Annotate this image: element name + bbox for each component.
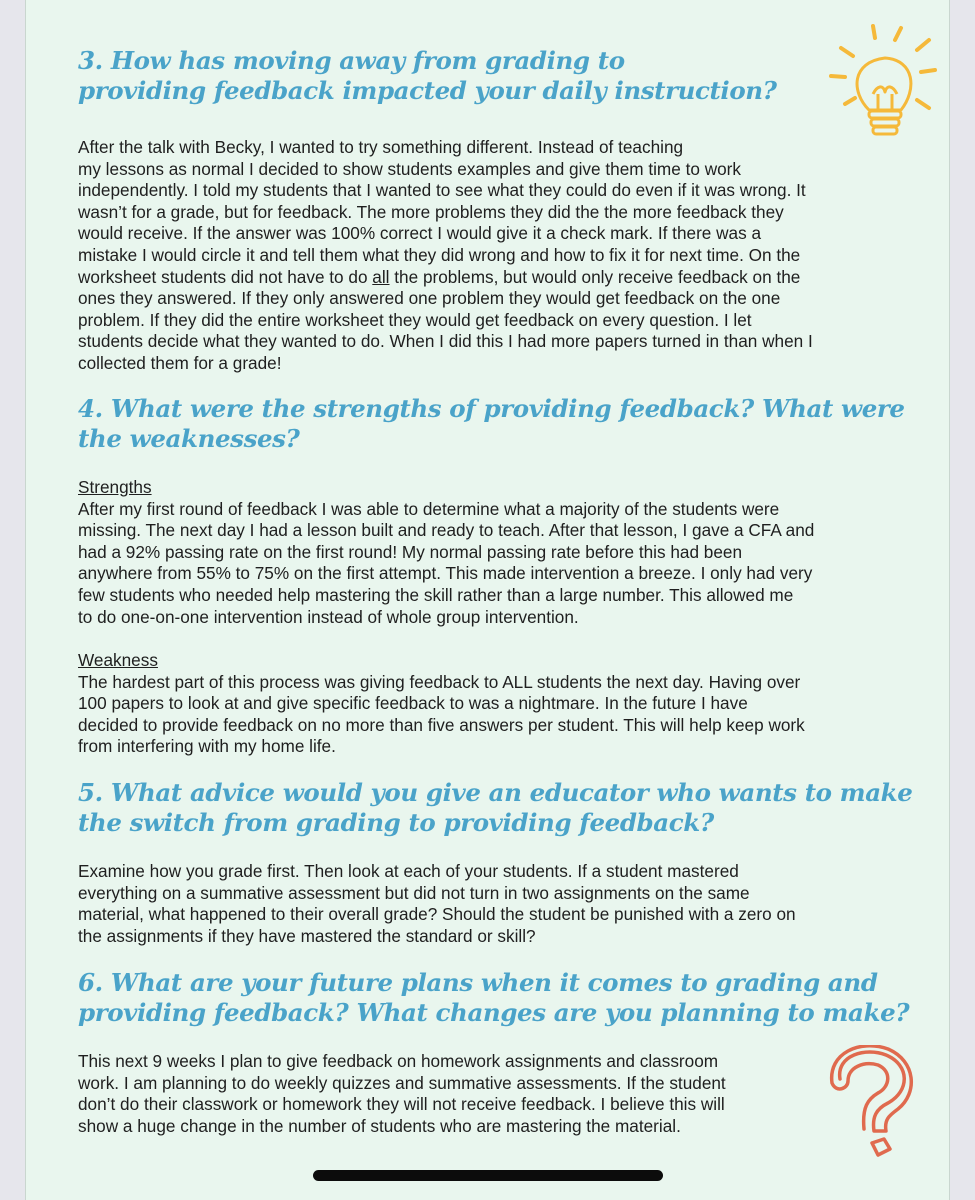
strengths-label: Strengths — [78, 477, 152, 497]
text-line: material, what happened to their overall grade? Should the student be punished with a zero on — [78, 904, 796, 925]
text-line: had a 92% passing rate on the first round! My normal passing rate before this had been — [78, 541, 743, 562]
home-indicator[interactable] — [313, 1170, 663, 1181]
text-line: few students who needed help mastering the skill rather than a large number. This allowed me — [78, 584, 794, 605]
text-line: mistake I would circle it and tell them what they did wrong and how to fix it for next time. On the — [78, 244, 801, 265]
text-line: decided to provide feedback on no more than five answers per student. This will help keep work — [78, 714, 805, 735]
document-page — [25, 0, 950, 1200]
q4-weakness — [78, 650, 805, 758]
lightbulb-icon — [811, 20, 951, 140]
text-line: independently. I told my students that I wanted to see what they could do even if it was wrong. It — [78, 180, 806, 201]
text-line: problem. If they did the entire worksheet they would get feedback on every question. I let — [78, 309, 752, 330]
q5-answer — [78, 861, 796, 947]
text-line: After the talk with Becky, I wanted to try something different. Instead of teaching — [78, 137, 684, 157]
text-line: don’t do their classwork or homework they will not receive feedback. I believe this will — [78, 1094, 725, 1115]
text-line: students decide what they wanted to do. When I did this I had more papers turned in than when I — [78, 331, 813, 352]
text-line: wasn’t for a grade, but for feedback. The more problems they did the the more feedback they — [78, 201, 784, 222]
text-line: missing. The next day I had a lesson built and ready to teach. After that lesson, I gave a CFA and — [78, 520, 815, 541]
q5-heading — [78, 778, 912, 838]
q5-heading-line: 5. What advice would you give an educator who wants to make — [78, 778, 913, 807]
text-line: show a huge change in the number of students who are mastering the material. — [78, 1115, 681, 1136]
text-line: work. I am planning to do weekly quizzes and summative assessments. If the student — [78, 1072, 726, 1093]
text-line: from interfering with my home life. — [78, 736, 336, 757]
text-line: to do one-on-one intervention instead of whole group intervention. — [78, 606, 579, 627]
q5-heading-line: the switch from grading to providing feedback? — [78, 808, 714, 837]
q6-answer — [78, 1051, 726, 1137]
text-line: ones they answered. If they only answered one problem they would get feedback on the one — [78, 288, 781, 309]
text-line: the assignments if they have mastered the standard or skill? — [78, 925, 536, 946]
text-line: would receive. If the answer was 100% correct I would give it a check mark. If there was a — [78, 223, 762, 244]
text-line: anywhere from 55% to 75% on the first attempt. This made intervention a breeze. I only had very — [78, 563, 813, 584]
text-line-with-underlined-all: worksheet students did not have to do all the problems, but would only receive feedback on the — [78, 266, 801, 287]
text-line: This next 9 weeks I plan to give feedback on homework assignments and classroom — [78, 1051, 719, 1071]
question-mark-icon — [826, 1045, 916, 1160]
text-line: The hardest part of this process was giving feedback to ALL students the next day. Having over — [78, 671, 801, 692]
text-line: my lessons as normal I decided to show students examples and give them time to work — [78, 158, 741, 179]
text-line: Examine how you grade first. Then look at each of your students. If a student mastered — [78, 861, 739, 881]
q3-heading-line: providing feedback impacted your daily instruction? — [78, 76, 777, 105]
q3-answer — [78, 137, 813, 375]
text-line: everything on a summative assessment but did not turn in two assignments on the same — [78, 882, 750, 903]
q4-strengths — [78, 477, 814, 628]
q6-heading-line: providing feedback? What changes are you planning to make? — [78, 998, 910, 1027]
text-line: After my first round of feedback I was able to determine what a majority of the students were — [78, 498, 780, 519]
q3-heading-line: 3. How has moving away from grading to — [78, 46, 625, 75]
q4-heading — [78, 394, 905, 454]
q3-heading — [78, 46, 777, 106]
weakness-label: Weakness — [78, 650, 158, 670]
text-line: 100 papers to look at and give specific feedback to was a nightmare. In the future I have — [78, 693, 748, 714]
q4-heading-line: the weaknesses? — [78, 424, 300, 453]
q6-heading-line: 6. What are your future plans when it comes to grading and — [78, 968, 878, 997]
q4-heading-line: 4. What were the strengths of providing feedback? What were — [78, 394, 905, 423]
underlined-word: all — [372, 266, 390, 287]
q6-heading — [78, 968, 909, 1028]
text-line: collected them for a grade! — [78, 352, 282, 373]
